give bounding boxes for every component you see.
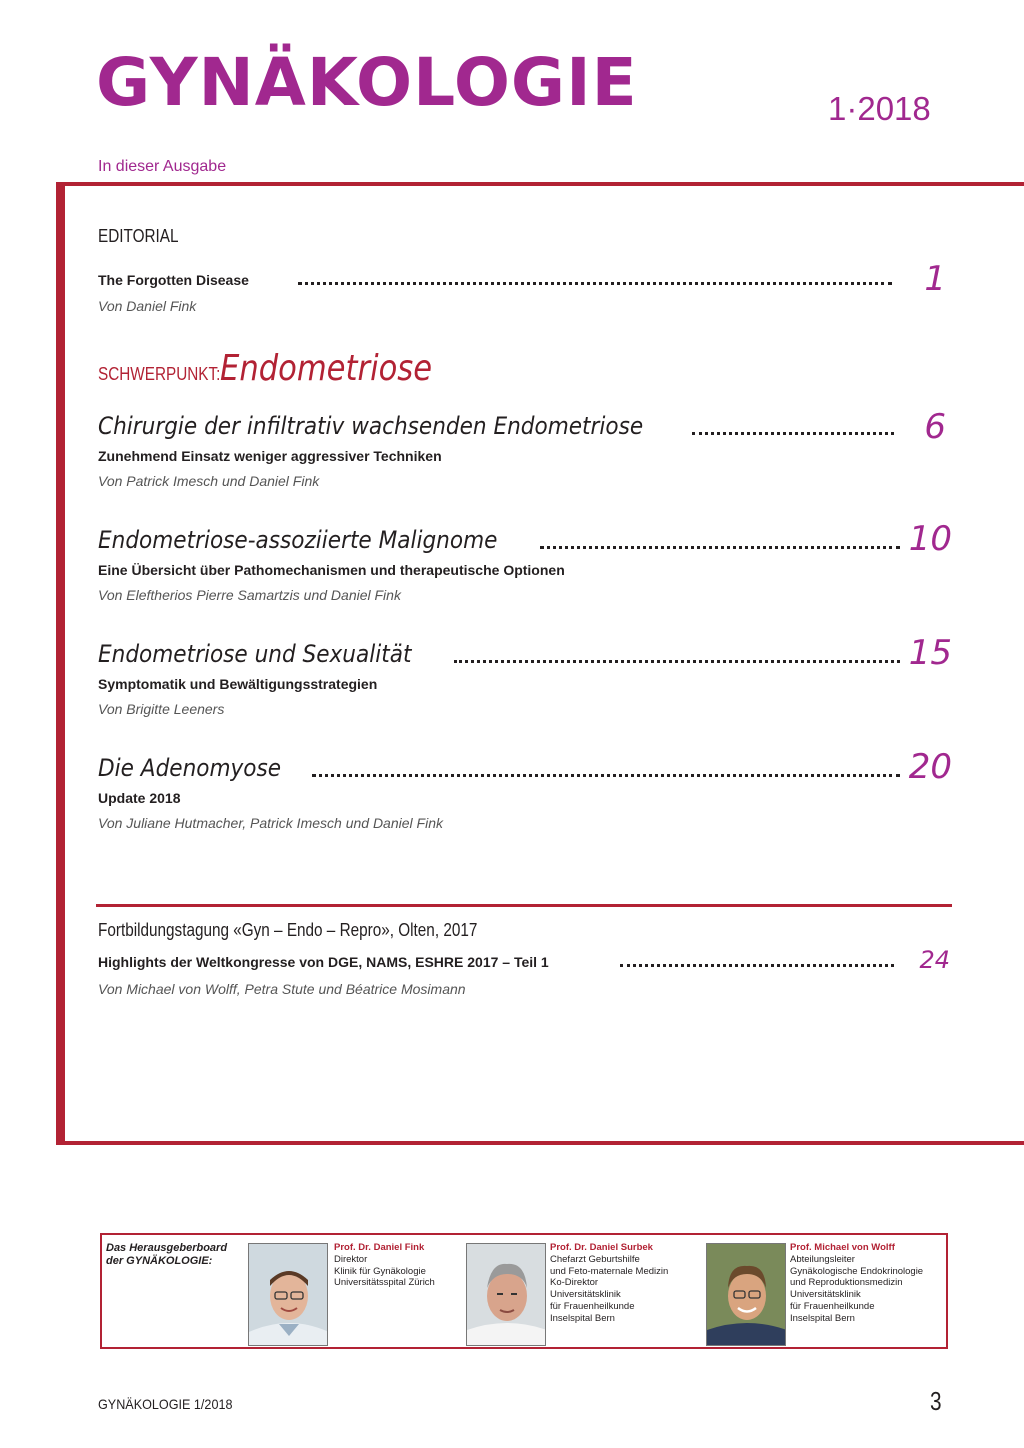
section-separator <box>96 904 952 907</box>
article-page[interactable]: 20 <box>908 747 952 787</box>
article-subtitle: Update 2018 <box>98 790 181 806</box>
frame-bottom-rule <box>56 1141 1024 1145</box>
article-author: Von Juliane Hutmacher, Patrick Imesch und Daniel Fink <box>98 815 443 831</box>
member-name: Prof. Dr. Daniel Fink <box>334 1242 425 1253</box>
article-subtitle: Zunehmend Einsatz weniger aggressiver Techniken <box>98 448 442 464</box>
member-name: Prof. Dr. Daniel Surbek <box>550 1242 653 1253</box>
fortbildung-leader <box>620 964 894 967</box>
frame-left-rule <box>56 182 65 1144</box>
article-leader <box>692 432 894 435</box>
article-author: Von Patrick Imesch und Daniel Fink <box>98 473 320 489</box>
article-leader <box>312 774 900 777</box>
portrait-photo <box>248 1243 328 1346</box>
article-page[interactable]: 6 <box>924 407 946 447</box>
article-leader <box>454 660 900 663</box>
member-line: und Feto-maternale Medizin <box>550 1265 669 1277</box>
masthead-title: GYNÄKOLOGIE <box>96 44 638 121</box>
member-line: Gynäkologische Endokrinologie <box>790 1265 924 1277</box>
article-subtitle: Eine Übersicht über Pathomechanismen und therapeutische Optionen <box>98 562 565 578</box>
member-line: Ko-Direktor <box>550 1277 599 1289</box>
member-line: für Frauenheilkunde <box>550 1300 635 1312</box>
member-line: Universitätsklinik <box>790 1289 861 1301</box>
portrait-photo <box>706 1243 786 1346</box>
member-line: und Reproduktionsmedizin <box>790 1277 903 1289</box>
fortbildung-title[interactable]: Highlights der Weltkongresse von DGE, NAMS, ESHRE 2017 – Teil 1 <box>98 954 549 970</box>
member-line: Klinik für Gynäkologie <box>334 1265 426 1277</box>
member-line: Universitätsspital Zürich <box>334 1277 435 1289</box>
schwerpunkt-topic: Endometriose <box>220 348 433 389</box>
member-line: für Frauenheilkunde <box>790 1300 875 1312</box>
schwerpunkt-label: SCHWERPUNKT: <box>98 364 221 384</box>
board-member <box>550 1242 730 1325</box>
board-member <box>790 1242 970 1325</box>
editorial-title[interactable]: The Forgotten Disease <box>98 272 249 288</box>
article-author: Von Brigitte Leeners <box>98 701 225 717</box>
masthead-subtitle: In dieser Ausgabe <box>98 158 227 175</box>
article-author: Von Eleftherios Pierre Samartzis und Daniel Fink <box>98 587 401 603</box>
editorial-author: Von Daniel Fink <box>98 298 197 314</box>
board-label-line2: der GYNÄKOLOGIE: <box>106 1255 213 1268</box>
member-line: Inselspital Bern <box>790 1312 855 1324</box>
member-line: Direktor <box>334 1253 368 1265</box>
fortbildung-page[interactable]: 24 <box>919 946 950 974</box>
schwerpunkt-header <box>98 348 470 389</box>
article-title[interactable]: Die Adenomyose <box>98 754 282 782</box>
article-subtitle: Symptomatik und Bewältigungsstrategien <box>98 676 378 692</box>
article-page[interactable]: 10 <box>908 519 952 559</box>
footer-journal: GYNÄKOLOGIE 1/2018 <box>98 1396 233 1412</box>
article-title[interactable]: Endometriose und Sexualität <box>98 640 412 668</box>
article-page[interactable]: 15 <box>908 633 952 673</box>
editorial-leader <box>298 282 892 285</box>
article-title[interactable]: Endometriose-assoziierte Malignome <box>98 526 498 554</box>
editorial-board-label <box>106 1242 246 1268</box>
editorial-label: EDITORIAL <box>98 226 179 246</box>
member-line: Chefarzt Geburtshilfe <box>550 1253 640 1265</box>
fortbildung-label: Fortbildungstagung «Gyn – Endo – Repro», Olten, 2017 <box>98 920 478 940</box>
frame-top-rule <box>56 182 1024 186</box>
member-name: Prof. Michael von Wolff <box>790 1242 895 1253</box>
board-label-line1: Das Herausgeberboard <box>106 1242 228 1254</box>
member-line: Universitätsklinik <box>550 1289 621 1301</box>
fortbildung-author: Von Michael von Wolff, Petra Stute und Béatrice Mosimann <box>98 981 466 997</box>
editorial-page[interactable]: 1 <box>924 259 946 299</box>
portrait-photo <box>466 1243 546 1346</box>
article-leader <box>540 546 900 549</box>
member-line: Inselspital Bern <box>550 1312 615 1324</box>
article-title[interactable]: Chirurgie der infiltrativ wachsenden Endometriose <box>98 412 644 440</box>
member-line: Abteilungsleiter <box>790 1253 855 1265</box>
footer-page-number: 3 <box>930 1386 942 1416</box>
issue-number: 1·2018 <box>828 90 931 127</box>
